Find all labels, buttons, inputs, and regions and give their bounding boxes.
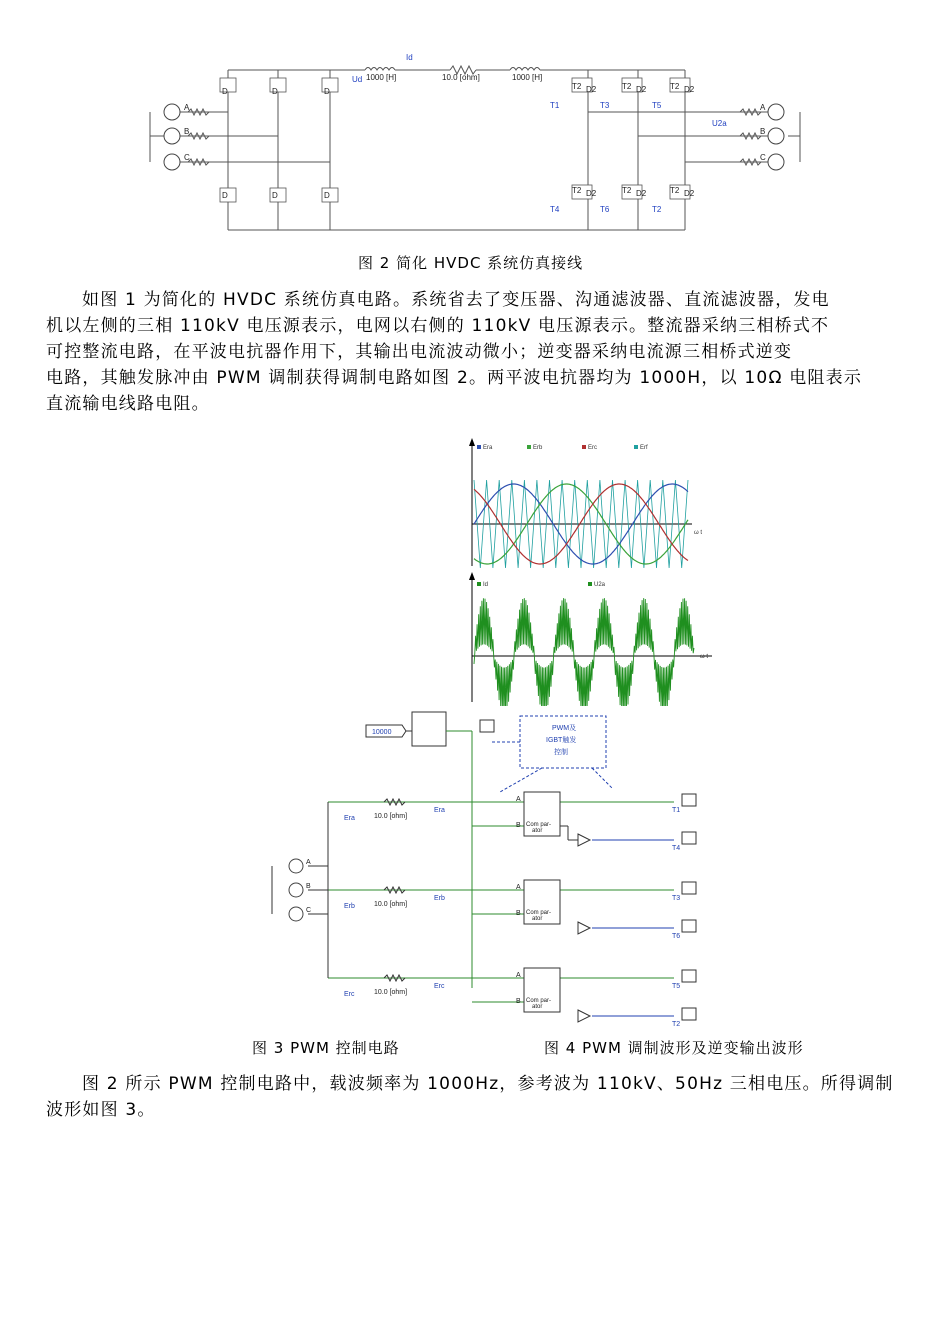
- igbt-label: T2: [670, 82, 680, 91]
- igbt-diode-label: D2: [684, 189, 695, 198]
- legend-erc: Erc: [588, 445, 597, 451]
- t3-label: T3: [600, 101, 610, 110]
- figure4-waveforms: [462, 436, 722, 706]
- paragraph-2: [46, 1071, 906, 1123]
- annotation-line: PWM及: [552, 725, 577, 732]
- output-t6: T6: [672, 933, 681, 940]
- igbt-diode-label: D2: [636, 85, 647, 94]
- legend-u2a: U2a: [594, 582, 606, 588]
- paragraph-line: 图 2 所示 PWM 控制电路中，载波频率为 1000Hz，参考波为 110kV、50Hz 三相电压。所得调制: [82, 1074, 894, 1094]
- igbt-label: T2: [622, 186, 632, 195]
- paragraph-line: 波形如图 3。: [46, 1100, 156, 1120]
- output-t1: T1: [672, 807, 681, 814]
- paragraph-line: 如图 1 为简化的 HVDC 系统仿真电路。系统省去了变压器、沟通滤波器、直流滤波器，发电: [82, 290, 830, 310]
- paragraph-line: 可控整流电路，在平波电抗器作用下，其输出电流波动微小；逆变器采纳电流源三相桥式逆变: [46, 342, 793, 362]
- t2-label: T2: [652, 205, 662, 214]
- comp-b: B: [516, 910, 521, 917]
- t4-label: T4: [550, 205, 560, 214]
- diode-label: D: [324, 191, 330, 200]
- comparator-label: ator: [532, 1004, 543, 1010]
- grid-source-b-icon: [768, 128, 784, 144]
- igbt-diode-label: D2: [636, 189, 647, 198]
- igbt-diode-label: D2: [684, 85, 695, 94]
- annotation-line: 控制: [554, 749, 568, 756]
- ac-source-b-icon: [164, 128, 180, 144]
- comp-a: A: [516, 884, 521, 891]
- source-c: C: [306, 907, 312, 914]
- figure3-caption: 图 3 PWM 控制电路: [252, 1039, 400, 1057]
- resistor-label: 10.0 [ohm]: [374, 813, 408, 820]
- legend-erb: Erb: [533, 445, 543, 451]
- figure2-hvdc-circuit: [140, 40, 820, 235]
- figure4-caption: 图 4 PWM 调制波形及逆变输出波形: [544, 1039, 804, 1057]
- t5-label: T5: [652, 101, 662, 110]
- t1-label: T1: [550, 101, 560, 110]
- annotation-line: IGBT触发: [546, 737, 577, 744]
- legend-id: Id: [483, 582, 489, 588]
- source-a: A: [306, 859, 311, 866]
- grid-source-a-icon: [768, 104, 784, 120]
- paragraph-line: 电路，其触发脉冲由 PWM 调制获得调制电路如图 2。两平波电抗器均为 1000H，以 10Ω 电阻表示: [46, 368, 863, 388]
- igbt-label: T2: [670, 186, 680, 195]
- igbt-label: T2: [572, 82, 582, 91]
- inductor-right-label: 1000 [H]: [512, 73, 543, 82]
- comp-a: A: [516, 796, 521, 803]
- grid-c-label: C: [760, 153, 766, 162]
- const-value: 10000: [372, 729, 392, 736]
- resistor-label: 10.0 [ohm]: [374, 989, 408, 996]
- legend-erf: Erf: [640, 445, 648, 451]
- resistor-label: 10.0 [ohm]: [374, 901, 408, 908]
- phase-erb: Erb: [344, 903, 355, 910]
- diode-label: D: [324, 87, 330, 96]
- igbt-diode-label: D2: [586, 189, 597, 198]
- source-c-label: C: [184, 153, 190, 162]
- phase-erb-ref: Erb: [434, 895, 445, 902]
- ac-source-a-icon: [164, 104, 180, 120]
- bottom-axis-label: ω t: [700, 654, 709, 660]
- comparator-label: ator: [532, 916, 543, 922]
- igbt-label: T2: [572, 186, 582, 195]
- grid-b-label: B: [760, 127, 766, 136]
- resistor-label: 10.0 [ohm]: [442, 73, 480, 82]
- source-b-label: B: [184, 127, 190, 136]
- comp-b: B: [516, 998, 521, 1005]
- ud-label: Ud: [352, 75, 363, 84]
- comparator-label: Com par-: [526, 910, 552, 916]
- t6-label: T6: [600, 205, 610, 214]
- source-b: B: [306, 883, 311, 890]
- diode-label: D: [272, 87, 278, 96]
- paragraph-line: 直流输电线路电阻。: [46, 394, 210, 414]
- phase-erc-ref: Erc: [434, 983, 445, 990]
- u2a-label: U2a: [712, 119, 727, 128]
- output-t4: T4: [672, 845, 681, 852]
- igbt-diode-label: D2: [586, 85, 597, 94]
- top-axis-label: ω t: [694, 530, 703, 536]
- comparator-label: Com par-: [526, 998, 552, 1004]
- bottom-plot: [474, 598, 694, 706]
- figure2-caption: 图 2 简化 HVDC 系统仿真接线: [358, 254, 584, 272]
- phase-era: Era: [344, 815, 355, 822]
- comp-b: B: [516, 822, 521, 829]
- ac-source-c-icon: [164, 154, 180, 170]
- igbt-label: T2: [622, 82, 632, 91]
- diode-label: D: [272, 191, 278, 200]
- phase-erc: Erc: [344, 991, 355, 998]
- output-t3: T3: [672, 895, 681, 902]
- scope-box: [480, 720, 494, 732]
- output-t2: T2: [672, 1021, 681, 1028]
- inverter-output-wave: [474, 598, 694, 706]
- phase-era-ref: Era: [434, 807, 445, 814]
- figure3-pwm-circuit: [262, 708, 722, 1034]
- paragraph-line: 机以左侧的三相 110kV 电压源表示，电网以右侧的 110kV 电压源表示。整流器采纳三相桥式不: [46, 316, 830, 336]
- comparator-label: ator: [532, 828, 543, 834]
- source-a-label: A: [184, 103, 190, 112]
- legend-era: Era: [483, 445, 493, 451]
- diode-label: D: [222, 87, 228, 96]
- diode-label: D: [222, 191, 228, 200]
- grid-source-c-icon: [768, 154, 784, 170]
- comp-a: A: [516, 972, 521, 979]
- comparator-label: Com par-: [526, 822, 552, 828]
- id-label: Id: [406, 53, 413, 62]
- grid-a-label: A: [760, 103, 766, 112]
- paragraph-1: [46, 287, 906, 417]
- inductor-left-label: 1000 [H]: [366, 73, 397, 82]
- output-t5: T5: [672, 983, 681, 990]
